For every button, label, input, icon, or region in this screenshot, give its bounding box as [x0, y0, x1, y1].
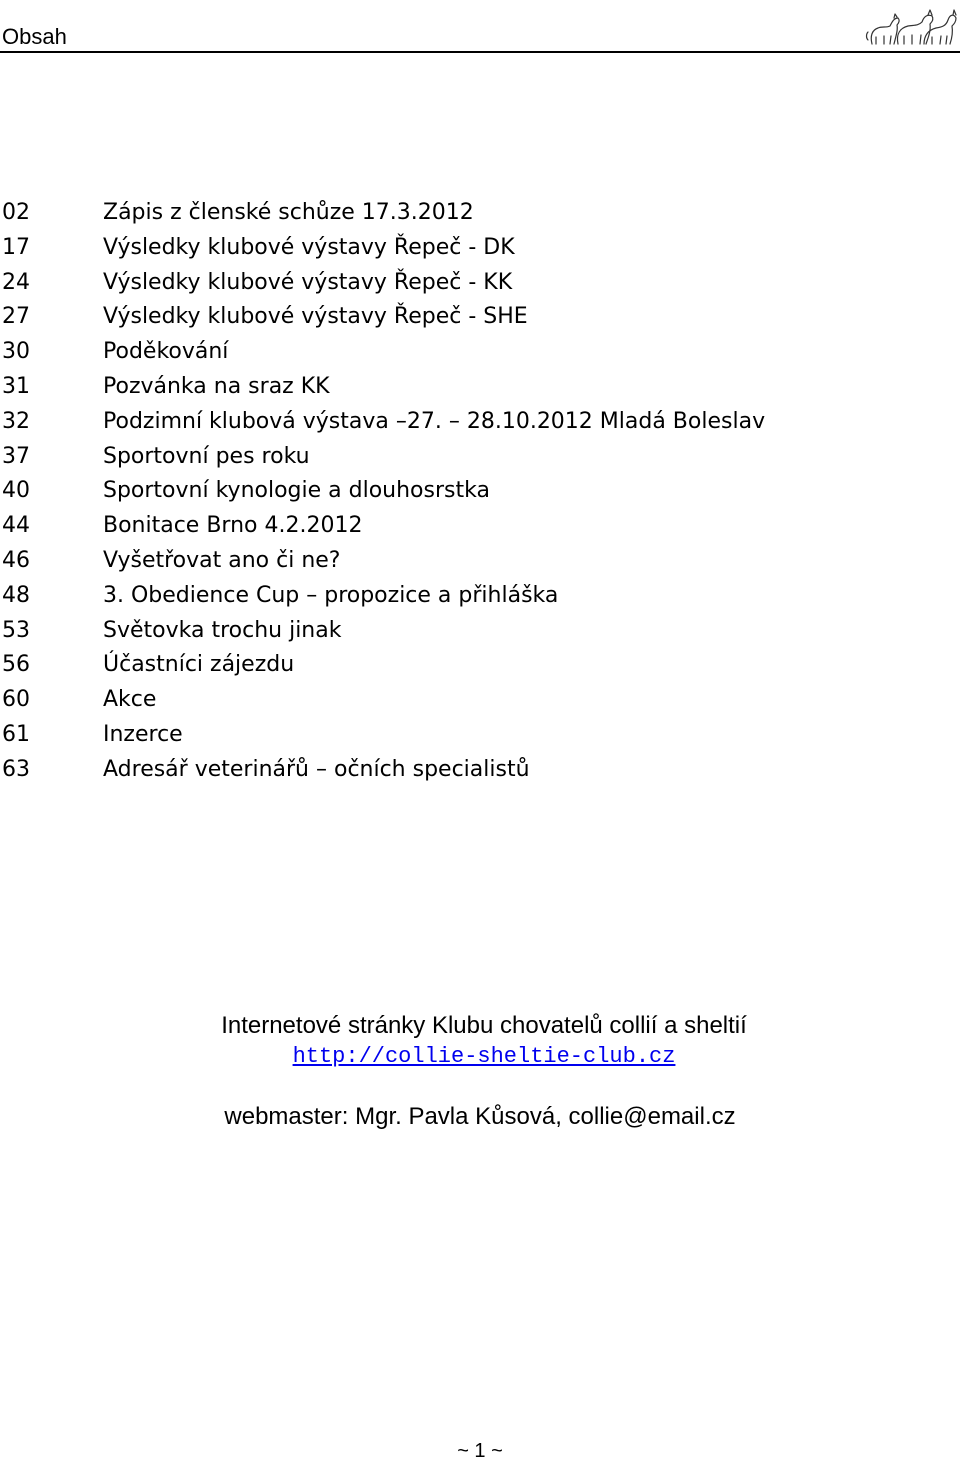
page-header — [0, 0, 960, 54]
toc-page-number: 17 — [2, 234, 30, 260]
toc-title: Světovka trochu jinak — [103, 617, 342, 643]
toc-title: Podzimní klubová výstava –27. – 28.10.2012 Mladá Boleslav — [103, 408, 766, 434]
toc-item — [0, 579, 960, 614]
toc-page-number: 31 — [2, 373, 30, 399]
toc-page-number: 40 — [2, 478, 30, 504]
toc-page-number: 32 — [2, 408, 30, 434]
toc-page-number: 61 — [2, 721, 30, 747]
header-divider — [0, 51, 960, 53]
toc-page-number: 60 — [2, 687, 30, 713]
footer-website-caption: Internetové stránky Klubu chovatelů collií a sheltií — [221, 1012, 747, 1039]
toc-item — [0, 196, 960, 231]
footer-webmaster: webmaster: Mgr. Pavla Kůsová, collie@email.cz — [224, 1103, 736, 1130]
toc-page-number: 27 — [2, 304, 30, 330]
toc-title: Vyšetřovat ano či ne? — [103, 547, 341, 573]
toc-page-number: 56 — [2, 652, 30, 678]
toc-item — [0, 300, 960, 335]
toc-title: Poděkování — [103, 339, 229, 365]
toc-title: Sportovní kynologie a dlouhosrstka — [103, 478, 490, 504]
toc-page-number: 24 — [2, 269, 30, 295]
toc-title: Výsledky klubové výstavy Řepeč - SHE — [103, 304, 528, 330]
toc-title: Bonitace Brno 4.2.2012 — [103, 513, 363, 539]
toc-item — [0, 648, 960, 683]
toc-item — [0, 335, 960, 370]
toc-title: Adresář veterinářů – očních specialistů — [103, 756, 530, 782]
toc-page-number: 48 — [2, 582, 30, 608]
toc-item — [0, 683, 960, 718]
page-title: Obsah — [2, 24, 67, 49]
table-of-contents — [0, 196, 960, 788]
toc-title: Sportovní pes roku — [103, 443, 310, 469]
toc-page-number: 30 — [2, 339, 30, 365]
toc-title: 3. Obedience Cup – propozice a přihláška — [103, 582, 559, 608]
toc-item — [0, 614, 960, 649]
toc-title: Účastníci zájezdu — [103, 652, 295, 678]
toc-item — [0, 474, 960, 509]
toc-page-number: 02 — [2, 200, 30, 225]
toc-item — [0, 753, 960, 788]
toc-page-number: 46 — [2, 547, 30, 573]
toc-title: Akce — [103, 687, 157, 713]
toc-page-number: 63 — [2, 756, 30, 782]
toc-title: Výsledky klubové výstavy Řepeč - DK — [103, 234, 515, 260]
toc-title: Výsledky klubové výstavy Řepeč - KK — [103, 269, 513, 295]
club-website-link[interactable]: http://collie-sheltie-club.cz — [292, 1044, 676, 1069]
toc-item — [0, 440, 960, 475]
toc-title: Inzerce — [103, 721, 183, 747]
toc-title: Pozvánka na sraz KK — [103, 373, 330, 399]
toc-item — [0, 405, 960, 440]
toc-item — [0, 266, 960, 301]
page-number: ~ 1 ~ — [457, 1440, 503, 1462]
toc-title: Zápis z členské schůze 17.3.2012 — [103, 200, 474, 225]
toc-item — [0, 509, 960, 544]
collie-dogs-logo-icon — [864, 4, 958, 50]
toc-item — [0, 231, 960, 266]
toc-page-number: 44 — [2, 513, 30, 539]
toc-item — [0, 370, 960, 405]
toc-item — [0, 718, 960, 753]
footer-website-link-row — [4, 1044, 960, 1069]
toc-item — [0, 544, 960, 579]
toc-page-number: 37 — [2, 443, 30, 469]
toc-page-number: 53 — [2, 617, 30, 643]
